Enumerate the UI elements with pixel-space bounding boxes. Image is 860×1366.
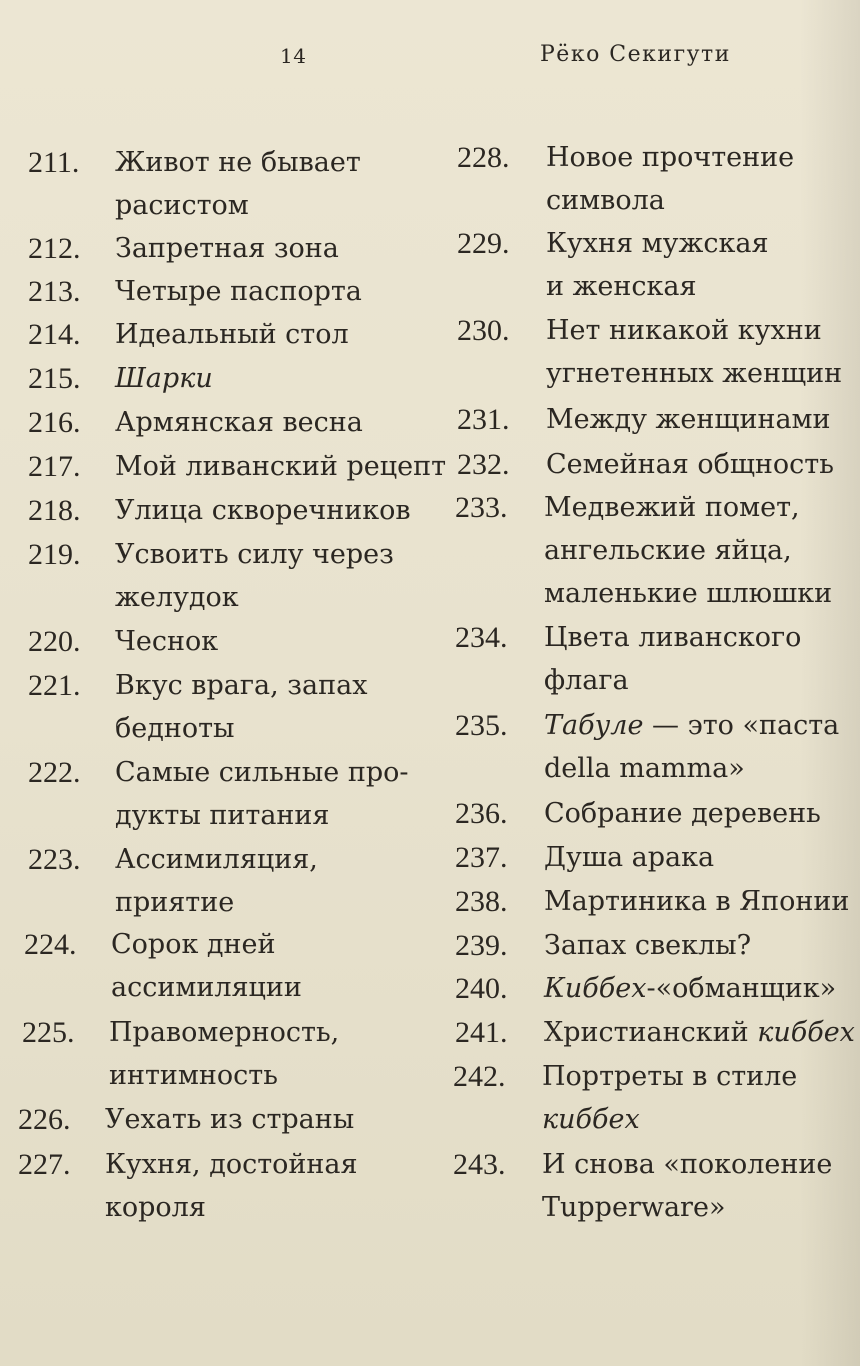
entry-title-rest: Портреты в стиле <box>542 1061 798 1092</box>
entry-title <box>544 967 836 1010</box>
entry-title: Нет никакой кухни угнетенных женщин <box>546 315 843 389</box>
entry-number: 231. <box>457 403 510 436</box>
entry-title: Усвоить силу через желудок <box>115 539 394 613</box>
entry-title: Вкус врага, запах бедноты <box>115 670 368 744</box>
entry-number: 233. <box>455 491 508 524</box>
entry-number: 229. <box>457 227 510 260</box>
entry-title: Кухня, достойная короля <box>105 1149 358 1223</box>
entry-title-rest: Христианский <box>544 1017 758 1048</box>
entry-title <box>544 1011 855 1054</box>
entry-number: 238. <box>455 885 508 918</box>
entry-title-rest: — это «паста della mamma» <box>544 710 840 784</box>
entry-number: 237. <box>455 841 508 874</box>
entry-number: 227. <box>18 1148 71 1181</box>
entry-number: 230. <box>457 314 510 347</box>
entry-title: Душа арака <box>544 842 715 873</box>
page-number: 14 <box>280 44 307 68</box>
entry-number: 217. <box>28 450 81 483</box>
running-header-author: Рёко Секигути <box>540 42 731 67</box>
entry-number: 222. <box>28 756 81 789</box>
entry-title: Идеальный стол <box>115 319 349 350</box>
entry-number: 232. <box>457 448 510 481</box>
entry-title: Чеснок <box>115 626 219 657</box>
entry-title: Ассимиляция, приятие <box>115 844 318 918</box>
entry-number: 236. <box>455 797 508 830</box>
entry-number: 213. <box>28 275 81 308</box>
entry-title: Правомерность, интимность <box>109 1017 340 1091</box>
entry-number: 226. <box>18 1103 71 1136</box>
entry-number: 212. <box>28 232 81 265</box>
entry-title: Уехать из страны <box>105 1104 355 1135</box>
entry-title: Кухня мужская и женская <box>546 228 769 302</box>
entry-title: Армянская весна <box>115 407 363 438</box>
entry-number: 241. <box>455 1016 508 1049</box>
entry-title: Новое прочтение символа <box>546 142 795 216</box>
entry-title <box>544 704 839 790</box>
entry-number: 239. <box>455 929 508 962</box>
entry-title-italic: Табуле <box>544 710 644 741</box>
entry-number: 214. <box>28 318 81 351</box>
entry-title: Четыре паспорта <box>115 276 362 307</box>
entry-number: 223. <box>28 843 81 876</box>
entry-title: Цвета ливанского флага <box>544 622 802 696</box>
entry-title-italic: киббех <box>542 1104 640 1135</box>
entry-title-rest: -«обманщик» <box>646 973 837 1004</box>
entry-title: И снова «поколение Tupperware» <box>542 1149 833 1223</box>
entry-number: 243. <box>453 1148 506 1181</box>
entry-number: 218. <box>28 494 81 527</box>
entry-title: Мартиника в Японии <box>544 886 850 917</box>
entry-number: 225. <box>22 1016 75 1049</box>
entry-title: Семейная общность <box>546 449 834 480</box>
entry-number: 219. <box>28 538 81 571</box>
entry-number: 221. <box>28 669 81 702</box>
entry-number: 228. <box>457 141 510 174</box>
entry-number: 220. <box>28 625 81 658</box>
entry-title-italic: Киббех <box>544 973 647 1004</box>
entry-title <box>542 1055 797 1141</box>
entry-number: 224. <box>24 928 77 961</box>
entry-number: 234. <box>455 621 508 654</box>
entry-title: Запах свеклы? <box>544 930 752 961</box>
entry-number: 235. <box>455 709 508 742</box>
entry-number: 242. <box>453 1060 506 1093</box>
entry-title: Между женщинами <box>546 404 831 435</box>
entry-title: Живот не бывает расистом <box>115 147 361 221</box>
entry-number: 215. <box>28 362 81 395</box>
entry-title: Самые сильные про- дукты питания <box>115 757 409 831</box>
entry-number: 216. <box>28 406 81 439</box>
entry-number: 211. <box>28 146 80 179</box>
entry-title: Запретная зона <box>115 233 339 264</box>
entry-title: Медвежий помет, ангельские яйца, маленькие шлюшки <box>544 492 833 609</box>
entry-title: Шарки <box>115 363 213 394</box>
entry-title-italic: киббех <box>757 1017 855 1048</box>
entry-title: Сорок дней ассимиляции <box>111 929 302 1003</box>
entry-title: Мой ливанский рецепт <box>115 451 447 482</box>
entry-number: 240. <box>455 972 508 1005</box>
entry-title: Улица скворечников <box>115 495 411 526</box>
entry-title: Собрание деревень <box>544 798 821 829</box>
